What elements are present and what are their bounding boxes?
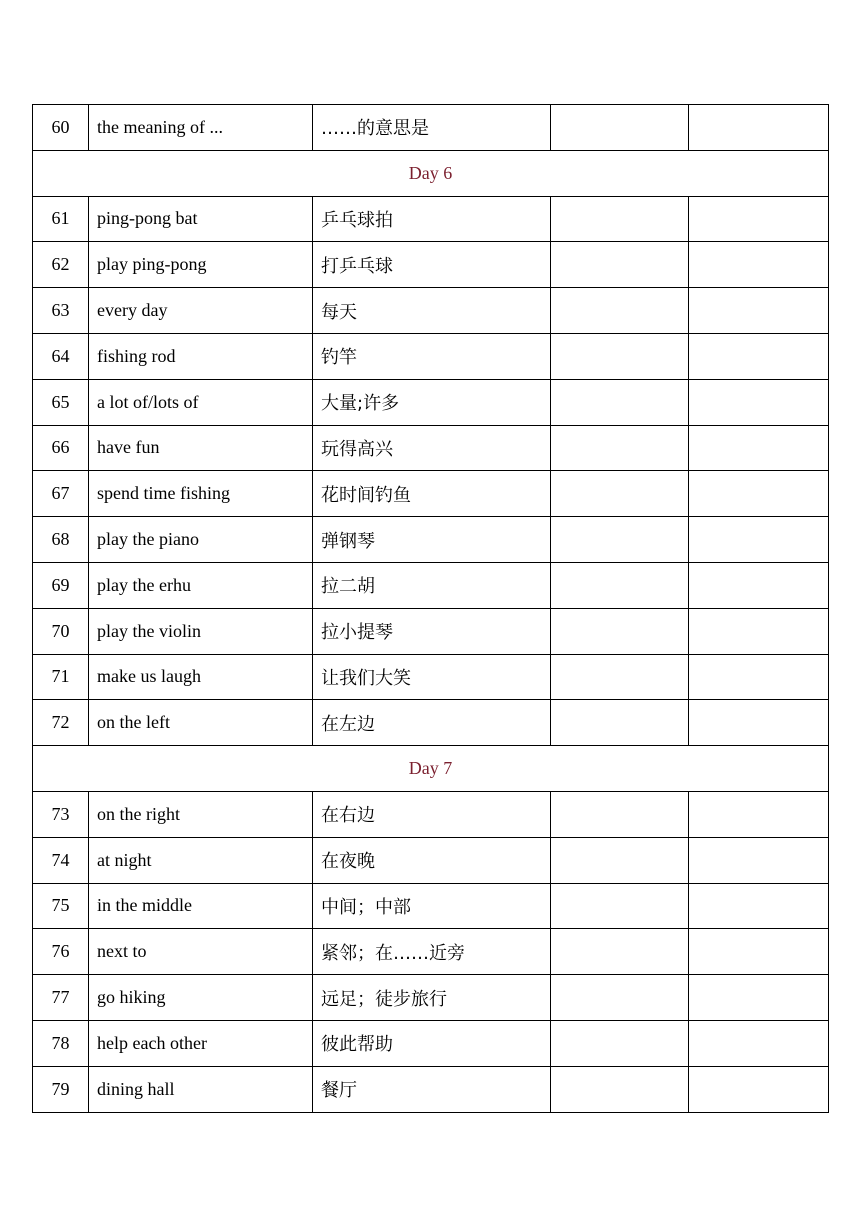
- blank-cell: [551, 654, 689, 700]
- english-phrase: spend time fishing: [89, 471, 313, 517]
- chinese-meaning: 在左边: [313, 700, 551, 746]
- blank-cell: [551, 975, 689, 1021]
- table-row: [33, 837, 829, 883]
- table-row: [33, 1020, 829, 1066]
- blank-cell: [689, 379, 829, 425]
- chinese-meaning: 拉小提琴: [313, 608, 551, 654]
- english-phrase: a lot of/lots of: [89, 379, 313, 425]
- english-phrase: have fun: [89, 425, 313, 471]
- english-phrase: help each other: [89, 1020, 313, 1066]
- english-phrase: play ping-pong: [89, 242, 313, 288]
- blank-cell: [551, 288, 689, 334]
- vocabulary-table-body: [33, 105, 829, 1113]
- table-row: [33, 517, 829, 563]
- english-phrase: go hiking: [89, 975, 313, 1021]
- blank-cell: [551, 1020, 689, 1066]
- blank-cell: [689, 471, 829, 517]
- chinese-meaning: 拉二胡: [313, 562, 551, 608]
- chinese-meaning: 紧邻；在……近旁: [313, 929, 551, 975]
- chinese-meaning: 花时间钓鱼: [313, 471, 551, 517]
- chinese-meaning: ……的意思是: [313, 105, 551, 151]
- chinese-meaning: 让我们大笑: [313, 654, 551, 700]
- entry-number: 79: [33, 1066, 89, 1112]
- chinese-meaning: 钓竿: [313, 333, 551, 379]
- entry-number: 70: [33, 608, 89, 654]
- table-row: [33, 196, 829, 242]
- table-row: [33, 562, 829, 608]
- day-header-row: [33, 746, 829, 792]
- entry-number: 66: [33, 425, 89, 471]
- blank-cell: [689, 975, 829, 1021]
- blank-cell: [551, 242, 689, 288]
- english-phrase: play the violin: [89, 608, 313, 654]
- entry-number: 76: [33, 929, 89, 975]
- blank-cell: [551, 608, 689, 654]
- blank-cell: [551, 791, 689, 837]
- entry-number: 69: [33, 562, 89, 608]
- table-row: [33, 333, 829, 379]
- chinese-meaning: 每天: [313, 288, 551, 334]
- table-row: [33, 608, 829, 654]
- table-row: [33, 471, 829, 517]
- chinese-meaning: 大量;许多: [313, 379, 551, 425]
- chinese-meaning: 玩得高兴: [313, 425, 551, 471]
- english-phrase: play the erhu: [89, 562, 313, 608]
- entry-number: 65: [33, 379, 89, 425]
- blank-cell: [689, 1020, 829, 1066]
- blank-cell: [689, 654, 829, 700]
- blank-cell: [551, 196, 689, 242]
- blank-cell: [689, 837, 829, 883]
- blank-cell: [551, 471, 689, 517]
- table-row: [33, 1066, 829, 1112]
- day-header-row: [33, 150, 829, 196]
- entry-number: 73: [33, 791, 89, 837]
- day-header: Day 6: [33, 150, 829, 196]
- english-phrase: in the middle: [89, 883, 313, 929]
- blank-cell: [551, 929, 689, 975]
- table-row: [33, 883, 829, 929]
- table-row: [33, 288, 829, 334]
- blank-cell: [551, 425, 689, 471]
- english-phrase: on the right: [89, 791, 313, 837]
- vocabulary-table: [32, 104, 829, 1113]
- blank-cell: [689, 333, 829, 379]
- table-row: [33, 242, 829, 288]
- blank-cell: [551, 562, 689, 608]
- table-row: [33, 791, 829, 837]
- entry-number: 74: [33, 837, 89, 883]
- blank-cell: [689, 425, 829, 471]
- blank-cell: [689, 608, 829, 654]
- blank-cell: [689, 196, 829, 242]
- entry-number: 78: [33, 1020, 89, 1066]
- chinese-meaning: 在夜晚: [313, 837, 551, 883]
- blank-cell: [551, 517, 689, 563]
- chinese-meaning: 弹钢琴: [313, 517, 551, 563]
- blank-cell: [689, 700, 829, 746]
- chinese-meaning: 餐厅: [313, 1066, 551, 1112]
- english-phrase: every day: [89, 288, 313, 334]
- table-row: [33, 379, 829, 425]
- blank-cell: [551, 1066, 689, 1112]
- entry-number: 75: [33, 883, 89, 929]
- chinese-meaning: 彼此帮助: [313, 1020, 551, 1066]
- table-row: [33, 700, 829, 746]
- blank-cell: [689, 929, 829, 975]
- english-phrase: at night: [89, 837, 313, 883]
- english-phrase: play the piano: [89, 517, 313, 563]
- english-phrase: make us laugh: [89, 654, 313, 700]
- blank-cell: [551, 700, 689, 746]
- english-phrase: the meaning of ...: [89, 105, 313, 151]
- entry-number: 64: [33, 333, 89, 379]
- entry-number: 61: [33, 196, 89, 242]
- blank-cell: [689, 562, 829, 608]
- blank-cell: [551, 379, 689, 425]
- chinese-meaning: 中间；中部: [313, 883, 551, 929]
- entry-number: 63: [33, 288, 89, 334]
- table-row: [33, 654, 829, 700]
- blank-cell: [689, 517, 829, 563]
- entry-number: 71: [33, 654, 89, 700]
- blank-cell: [551, 837, 689, 883]
- entry-number: 67: [33, 471, 89, 517]
- blank-cell: [551, 333, 689, 379]
- entry-number: 68: [33, 517, 89, 563]
- chinese-meaning: 在右边: [313, 791, 551, 837]
- table-row: [33, 929, 829, 975]
- entry-number: 62: [33, 242, 89, 288]
- blank-cell: [689, 242, 829, 288]
- blank-cell: [551, 105, 689, 151]
- english-phrase: fishing rod: [89, 333, 313, 379]
- english-phrase: ping-pong bat: [89, 196, 313, 242]
- blank-cell: [689, 883, 829, 929]
- blank-cell: [689, 1066, 829, 1112]
- table-row: [33, 105, 829, 151]
- blank-cell: [689, 288, 829, 334]
- entry-number: 60: [33, 105, 89, 151]
- blank-cell: [689, 105, 829, 151]
- entry-number: 77: [33, 975, 89, 1021]
- chinese-meaning: 打乒乓球: [313, 242, 551, 288]
- blank-cell: [551, 883, 689, 929]
- english-phrase: on the left: [89, 700, 313, 746]
- chinese-meaning: 远足；徒步旅行: [313, 975, 551, 1021]
- blank-cell: [689, 791, 829, 837]
- entry-number: 72: [33, 700, 89, 746]
- table-row: [33, 975, 829, 1021]
- english-phrase: next to: [89, 929, 313, 975]
- table-row: [33, 425, 829, 471]
- english-phrase: dining hall: [89, 1066, 313, 1112]
- day-header: Day 7: [33, 746, 829, 792]
- chinese-meaning: 乒乓球拍: [313, 196, 551, 242]
